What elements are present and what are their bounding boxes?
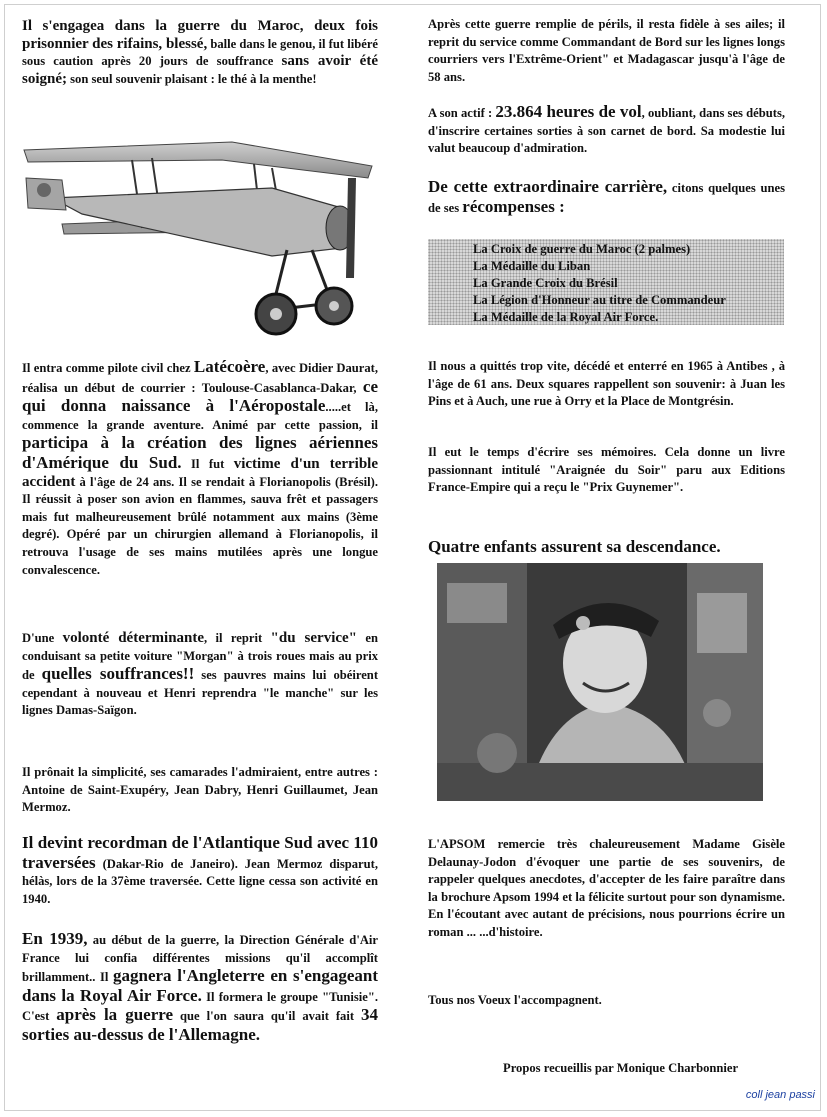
heading-descendants <box>428 538 785 558</box>
awards-list <box>428 239 784 326</box>
photo-credit: coll jean passi <box>745 1089 815 1101</box>
text-not-treated: sans avoir été soigné; <box>22 53 378 87</box>
text-extraordinary-career: De cette extraordinaire carrière, <box>428 177 668 196</box>
paragraph-record <box>22 834 378 908</box>
text-recompenses: récompenses : <box>462 196 565 216</box>
paragraph-long-haul: Après cette guerre remplie de périls, il resta fidèle à ses ailes; il reprit du service comme Commandant de Bord sur les lignes longs courriers vers l'Extrême-Orient" et Madagascar jusqu'à l'âge de 58 ans. <box>428 17 785 84</box>
text-south-america-lines: participa à la création des lignes aériennes d'Amérique du Sud. <box>22 433 378 472</box>
award-item: La Légion d'Honneur au titre de Commandeur <box>473 293 726 307</box>
text-on-saura: que l'on saura qu'il avait fait <box>173 1009 361 1024</box>
text-morocco-lead: Il s'engagea dans la guerre du Maroc, deux fois prisonnier des rifains, blessé, <box>22 18 378 52</box>
paragraph-simplicity: Il prônait la simplicité, ses camarades l'admiraient, entre autres : Antoine de Saint-Exupéry, Jean Dabry, Henri Guillaumet, Jean Mermoz. <box>22 765 378 815</box>
text-quatre-enfants: Quatre enfants assurent sa descendance. <box>428 537 721 556</box>
paragraph-apsom: L'APSOM remercie très chaleureusement Madame Gisèle Delaunay-Jodon d'évoquer une partie de ses souvenirs, de rappeler quelques anecdotes, d'accepter de les faire paraître dans la brochure Apsom 1994 et la félicite surtout pour son dynamisme. En l'écoutant avec autant de précisions, nous pourrions écrire un roman ... ...d'histoire. <box>428 837 785 939</box>
pilot-photo <box>437 563 763 801</box>
paragraph-1939 <box>22 930 378 1046</box>
paragraph-latecoere <box>22 358 378 579</box>
text-mermoz: (Dakar-Rio de Janeiro). Jean Mermoz disparut, hélàs, lors de la 37ème traversée. Cette ligne cessa son activité en 1940. <box>22 856 378 906</box>
text-morgan: en conduisant sa petite voiture "Morgan" à trois roues mais au prix de <box>22 631 378 683</box>
text-air-france: au début de la guerre, la Direction Générale d'Air France lui confia différentes missions qu'il accomplît brillamment.. Il <box>22 933 378 985</box>
text-dune: D'une <box>22 631 63 645</box>
text-citons: citons quelques unes de ses <box>428 181 785 215</box>
text-civil-pilot: Il entra comme pilote civil chez <box>22 361 194 375</box>
paragraph-memoirs: Il eut le temps d'écrire ses mémoires. Cela donne un livre passionnant intitulé "Araignée du Soir" paru aux Editions France-Empire qui a reçu le "Prix Guynemer". <box>428 445 785 495</box>
text-a-son-actif: A son actif : <box>428 106 496 120</box>
signature: Propos recueillis par Monique Charbonnier <box>503 1061 739 1075</box>
paragraph-career <box>428 178 785 217</box>
text-souffrances: quelles souffrances!! <box>41 664 195 684</box>
biplane-photo <box>22 138 374 338</box>
text-en-1939: En 1939, <box>22 929 88 948</box>
text-reprit: , il reprit <box>204 631 271 645</box>
text-il-fut: Il fut <box>181 456 234 471</box>
award-item: La Médaille de la Royal Air Force. <box>473 310 659 324</box>
award-item: La Croix de guerre du Maroc (2 palmes) <box>473 242 691 256</box>
awards-box <box>428 239 784 325</box>
paragraph-morocco-war <box>22 18 378 88</box>
text-du-service: "du service" <box>270 630 358 646</box>
text-determination: volonté déterminante <box>62 630 205 646</box>
text-aeropostale: ce qui donna naissance à l'Aéropostale <box>22 376 378 416</box>
paragraph-voeux: Tous nos Voeux l'accompagnent. <box>428 993 602 1007</box>
text-accident: victime d'un terrible accident <box>22 455 378 490</box>
text-after-war: après la guerre <box>56 1005 174 1025</box>
paragraph-flight-hours <box>428 103 785 158</box>
text-florianopolis: à l'âge de 24 ans. Il se rendait à Florianopolis (Brésil). Il réussit à poser son avion en flammes, sauva frêt et passagers mais fut malheureusement brûlé notamment aux mains (3ème degré). Opéré par un chirurgien allemand à Florianopolis, il retrouva l'usage de ses mains mutilées après une longue convalescence. <box>22 474 378 577</box>
text-record-atlantique: Il devint recordman de l'Atlantique Sud avec 110 traversées <box>22 833 378 872</box>
text-latecoere: Latécoère <box>193 357 266 376</box>
paragraph-morgan <box>22 630 378 720</box>
text-tea-memory: son seul souvenir plaisant : le thé à la menthe! <box>67 71 317 86</box>
text-34-sorties: 34 sorties au-dessus de l'Allemagne. <box>22 1005 378 1044</box>
text-damas-saigon: ses pauvres mains lui obéirent cependant à nouveau et Henri reprendra "le manche" sur les lignes Damas-Saïgon. <box>22 668 379 718</box>
award-item: La Médaille du Liban <box>473 259 591 273</box>
award-item: La Grande Croix du Brésil <box>473 276 618 290</box>
text-adventure: .....et là, commence la grande aventure. Animé par cette passion, il <box>22 400 378 432</box>
paragraph-death: Il nous a quittés trop vite, décédé et enterré en 1965 à Antibes , à l'âge de 61 ans. Deux squares rappellent son souvenir: à Juan les Pins et à Auch, une rue à Orry et la Place de Montgrésin. <box>428 359 785 409</box>
text-royal-air-force: gagnera l'Angleterre en s'engageant dans la Royal Air Force. <box>22 966 378 1005</box>
text-tunisie: Il formera le groupe "Tunisie". C'est <box>22 989 378 1024</box>
text-flight-hours: 23.864 heures de vol <box>495 102 642 121</box>
text-daurat: , avec Didier Daurat, réalisa un début de courrier : Toulouse-Casablanca-Dakar, <box>22 361 378 395</box>
text-morocco-body: balle dans le genou, il fut libéré sous caution après 20 jours de souffrance <box>22 36 379 69</box>
text-modesty: , oubliant, dans ses débuts, d'inscrire certaines sorties à son carnet de bord. Sa modestie lui valut beaucoup d'admiration. <box>428 106 785 156</box>
